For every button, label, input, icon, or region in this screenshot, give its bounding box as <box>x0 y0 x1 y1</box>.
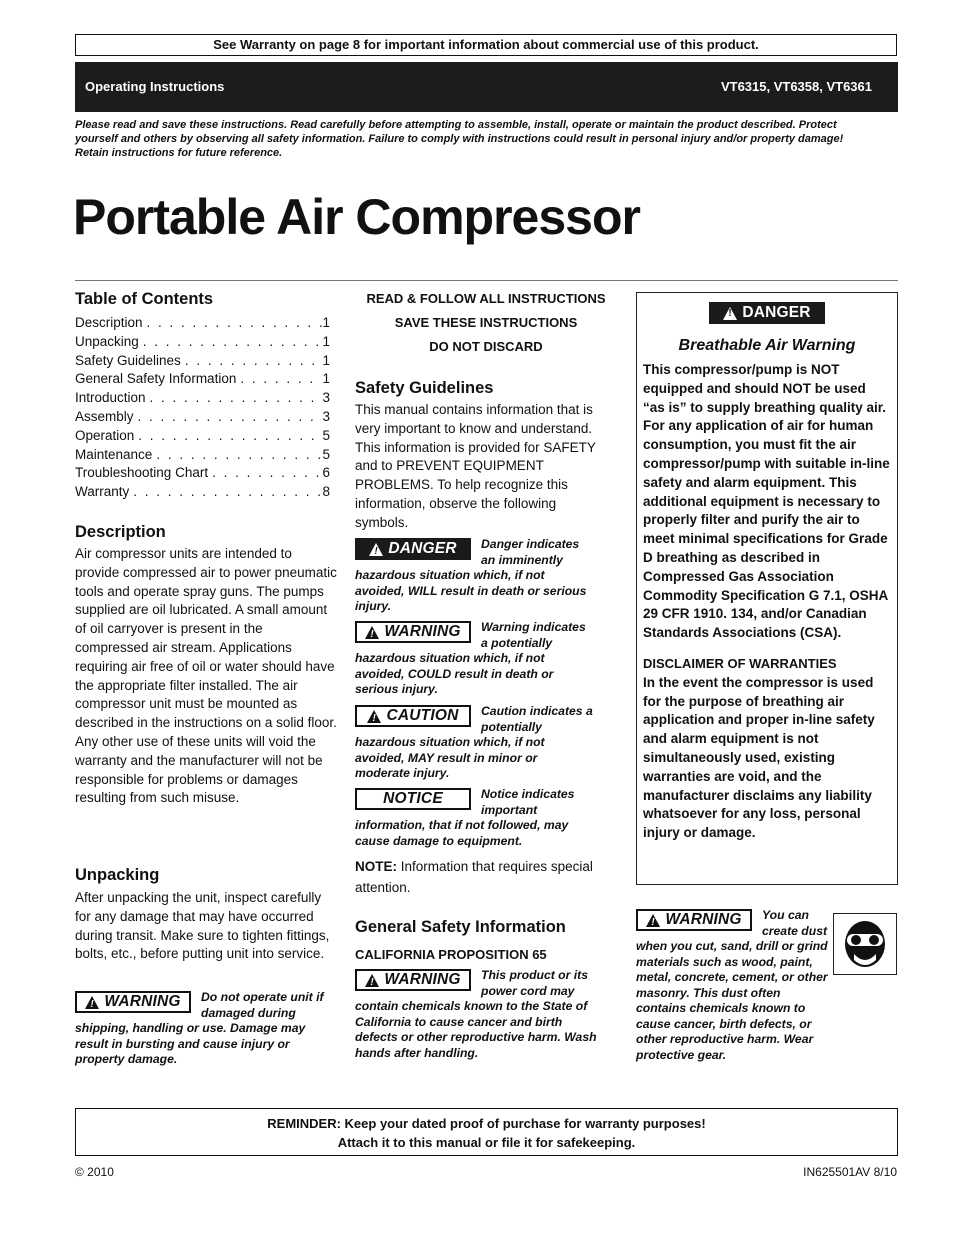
breathable-air-title: Breathable Air Warning <box>678 337 856 354</box>
read-follow-line: READ & FOLLOW ALL INSTRUCTIONS <box>366 291 606 306</box>
note <box>355 856 617 898</box>
unpacking-heading: Unpacking <box>75 866 160 884</box>
danger-box-text <box>643 361 891 843</box>
warning-triangle-icon <box>365 974 379 987</box>
warning-triangle-icon <box>365 626 379 639</box>
goggles-mask-icon <box>833 913 897 975</box>
read-follow-block <box>355 287 617 359</box>
caution-definition: ! CAUTION Caution indicates a potentially hazardous situation which, if not avoided, MAY result in minor or moderate injury. <box>355 704 595 782</box>
description-text: Air compressor units are intended to provide compressed air to power pneumatic tools and operate spray guns. The pumps supplied are oil lubricated. A small amount of oil carryover is present in the compressed air stream. Applications requiring air free of oil or water should have the appropriate filter installed. The air compressor unit must be mounted as described in the instructions on a solid floor. Any other use of these units will void the warranty and the manufacturer will not be responsible for problems or damages resulting from such misuse. <box>75 546 337 806</box>
breathable-air-text: This compressor/pump is NOT equipped and should NOT be used “as is” to supply breathing quality air. For any application of air for human consumption, you must fit the air compressor/pump with suitable in-line safety and alarm equipment. This additional equipment is necessary to properly filter and purify the air to meet minimal specifications for Grade D breathing as described in Compressed Gas Association Commodity Specification G 7.1, OSHA 29 CFR 1910. 134, and/or Canadian Standards Associations (CSA). <box>643 362 890 641</box>
safety-text: This manual contains information that is very important to know and understand. This information is provided for SAFETY and to PREVENT EQUIPMENT PROBLEMS. To help recognize this information, observe the following symbols. <box>355 402 596 530</box>
disclaimer-heading: DISCLAIMER OF WARRANTIES <box>643 655 837 671</box>
danger-triangle-icon <box>723 307 737 320</box>
dust-warning: ! WARNING You can create dust when you cut, sand, drill or grind materials such as wood, paint, metal, concrete, cement, or other masonry. This dust often contains chemicals known to cause cancer, birth defects, or other reproductive harm. Wear protective gear. <box>636 908 830 1063</box>
danger-label: ! DANGER <box>355 538 471 560</box>
toc-item[interactable]: Safety Guidelines . . . 1 <box>75 352 330 371</box>
warning-definition: ! WARNING Warning indicates a potentially hazardous situation which, if not avoided, COULD result in death or serious injury. <box>355 620 595 698</box>
warning-triangle-icon <box>85 996 99 1009</box>
general-safety-heading: General Safety Information <box>355 918 566 936</box>
page-title: Portable Air Compressor <box>73 189 640 245</box>
safety-heading: Safety Guidelines <box>355 379 494 397</box>
disclaimer-text: In the event the compressor is used for the purpose of breathing air application and proper in-line safety and alarm equipment is not simultaneously used, existing warranties are void, and the manufacturer disclaims any liability whatsoever for any loss, personal injury or damage. <box>643 674 875 841</box>
notice-definition: NOTICE Notice indicates important information, that if not followed, may cause damage to equipment. <box>355 787 575 848</box>
toc-item[interactable]: General Safety Information . . . 1 <box>75 370 330 389</box>
reminder-box <box>75 1108 898 1156</box>
warning-triangle-icon <box>646 914 660 927</box>
reminder-line: Attach it to this manual or file it for safekeeping. <box>337 1135 636 1150</box>
toc-item[interactable]: Assembly . . . 3 <box>75 408 330 427</box>
table-of-contents <box>75 314 330 502</box>
note-label: NOTE: <box>355 859 397 874</box>
unpacking-warning: ! WARNING Do not operate unit if damaged during shipping, handling or use. Damage may result in bursting and cause injury or property damage. <box>75 990 337 1068</box>
copyright: © 2010 <box>75 1165 114 1179</box>
toc-item[interactable]: Operation . . . 5 <box>75 427 330 446</box>
toc-item[interactable]: Warranty . . . 8 <box>75 483 330 502</box>
description-heading: Description <box>75 523 166 541</box>
header-models: VT6315, VT6358, VT6361 <box>720 79 872 94</box>
toc-item[interactable]: Troubleshooting Chart . . . 6 <box>75 464 330 483</box>
header-left: Operating Instructions <box>85 79 225 94</box>
document-code: IN625501AV 8/10 <box>803 1165 897 1179</box>
prop65-warning: ! WARNING This product or its power cord may contain chemicals known to the State of California to cause cancer and birth defects or other reproductive harm. Wash hands after handling. <box>355 968 607 1061</box>
note-text: Information that requires special attention. <box>355 859 593 895</box>
read-follow-line: DO NOT DISCARD <box>429 339 543 354</box>
intro-text: Please read and save these instructions. Read carefully before attempting to assemble, install, operate or maintain the product described. Protect yourself and others by observing all safety information. Failure to comply with instructions could result in personal injury and/or property damage! Retain instructions for future reference. <box>75 119 844 159</box>
toc-item[interactable]: Introduction . . . 3 <box>75 389 330 408</box>
prop65-heading: CALIFORNIA PROPOSITION 65 <box>355 947 547 962</box>
danger-triangle-icon <box>369 543 383 556</box>
warranty-notice: See Warranty on page 8 for important information about commercial use of this product. <box>75 34 897 56</box>
unpacking-text: After unpacking the unit, inspect carefully for any damage that may have occurred during transit. Make sure to tighten fittings, bolts, etc., before putting unit into service. <box>75 890 330 962</box>
warning-label: ! WARNING <box>75 991 191 1013</box>
toc-item[interactable]: Unpacking . . . 1 <box>75 333 330 352</box>
danger-definition: ! DANGER Danger indicates an imminently hazardous situation which, if not avoided, WILL result in death or serious injury. <box>355 537 595 615</box>
divider <box>75 280 898 281</box>
warning-label: ! WARNING <box>636 909 752 931</box>
notice-label: NOTICE <box>355 788 471 810</box>
read-follow-line: SAVE THESE INSTRUCTIONS <box>394 315 578 330</box>
warning-label: ! WARNING <box>355 621 471 643</box>
toc-item[interactable]: Maintenance . . . 5 <box>75 446 330 465</box>
warning-label: ! WARNING <box>355 969 471 991</box>
toc-item[interactable]: Description . . . 1 <box>75 314 330 333</box>
danger-label: ! DANGER <box>709 302 825 324</box>
caution-triangle-icon <box>367 710 381 723</box>
breathable-air-danger-box <box>636 292 898 885</box>
toc-heading: Table of Contents <box>75 290 214 308</box>
caution-label: ! CAUTION <box>355 705 471 727</box>
header-bar <box>75 62 898 112</box>
reminder-line: REMINDER: Keep your dated proof of purchase for warranty purposes! <box>267 1116 706 1131</box>
